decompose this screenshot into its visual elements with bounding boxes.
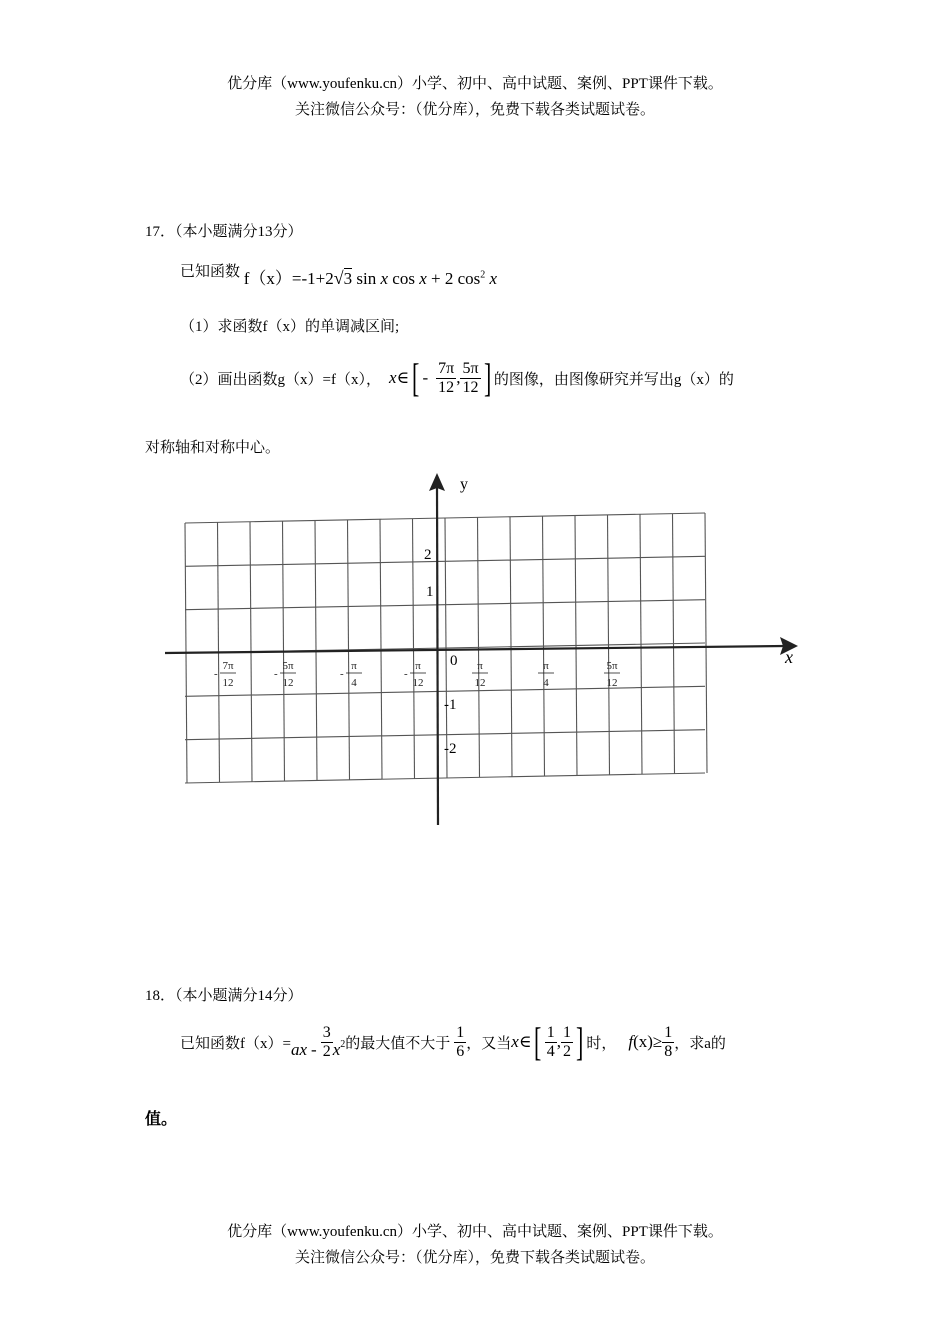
- q18-lb: [: [534, 1019, 542, 1064]
- q17-part2: [180, 355, 734, 400]
- q18-frac1-den: 2: [322, 1042, 331, 1060]
- x-axis-label: x: [785, 647, 793, 667]
- q18-ax: ax: [290, 1040, 308, 1059]
- sqrt-icon: √: [333, 268, 344, 288]
- x-tick-label: [274, 660, 296, 689]
- q17-frac2-den: 12: [462, 378, 479, 396]
- q17-intro: 已知函数: [180, 264, 241, 280]
- x-tick-label: [538, 660, 554, 689]
- grid-hline: [185, 730, 705, 740]
- q17-frac1-num: 7π: [438, 359, 455, 377]
- q18-frac4-den: 2: [562, 1042, 571, 1060]
- q17-part2-x: x: [388, 368, 397, 387]
- q17-part2-c: 对称轴和对称中心。: [145, 440, 281, 456]
- q17-x3: x: [489, 269, 498, 288]
- x-tick-num: π: [543, 660, 549, 672]
- q17-part2-minus: -: [422, 368, 429, 387]
- q18-xin-x: x: [511, 1032, 519, 1051]
- y-tick-neg2: -2: [444, 741, 457, 757]
- q17-sqrt-num: 3: [343, 269, 353, 288]
- q17-part2-in: ∈: [396, 368, 410, 387]
- q18-geq: ≥: [652, 1032, 663, 1051]
- q18-frac5-den: 8: [664, 1042, 673, 1060]
- x-tick-den: 12: [222, 677, 234, 689]
- x-tick-sign: -: [404, 668, 408, 680]
- x-tick-num: 5π: [606, 660, 618, 672]
- y-tick-1: 1: [426, 584, 434, 600]
- x-tick-num: π: [415, 660, 421, 672]
- x-tick-den: 4: [351, 677, 357, 689]
- y-axis-label: y: [460, 476, 468, 493]
- x-tick-label: [214, 660, 236, 689]
- x-tick-den: 12: [282, 677, 294, 689]
- y-axis: [437, 487, 438, 825]
- q17-frac1-den: 12: [438, 378, 455, 396]
- q17-plus2: + 2: [431, 269, 454, 288]
- q18-frac3-num: 1: [546, 1023, 555, 1041]
- footer-line-1: 优分库（www.youfenku.cn）小学、初中、高中试题、案例、PPT课件下载。: [227, 1224, 723, 1240]
- header-line-2: 关注微信公众号：（优分库），免费下载各类试题试卷。: [294, 102, 655, 118]
- q18-frac4: [561, 1024, 573, 1061]
- q18-e: ，求a的: [674, 1035, 726, 1052]
- x-tick-sign: -: [274, 668, 278, 680]
- q17-frac1: [436, 360, 456, 397]
- x-tick-label: [472, 660, 488, 689]
- y-tick-neg1: -1: [444, 697, 457, 713]
- grid-hline: [185, 600, 705, 610]
- q18-frac3: [545, 1024, 557, 1061]
- x-tick-num: π: [351, 660, 357, 672]
- q17-part2-rb: ]: [483, 355, 491, 400]
- coordinate-grid: [140, 465, 820, 840]
- q18-frac3-den: 4: [546, 1042, 555, 1060]
- origin-label: 0: [450, 653, 458, 669]
- q18-frac5-num: 1: [664, 1023, 673, 1041]
- x-tick-labels: [214, 660, 620, 689]
- q17-x1: x: [380, 269, 389, 288]
- q18-frac4-num: 1: [562, 1023, 571, 1041]
- q18-title: 18．（本小题满分14分）: [145, 988, 303, 1004]
- q18-frac5: [662, 1024, 674, 1061]
- q17-cos2: cos: [457, 269, 481, 288]
- x-tick-den: 12: [412, 677, 424, 689]
- q17-function: [180, 256, 498, 288]
- q18-c: ，又当: [466, 1035, 512, 1052]
- x-tick-den: 12: [606, 677, 618, 689]
- q18-frac2-den: 6: [456, 1042, 465, 1060]
- q17-formula: [244, 269, 497, 288]
- q17-x2: x: [419, 269, 427, 288]
- x-tick-num: 5π: [282, 660, 294, 672]
- header-line-1: 优分库（www.youfenku.cn）小学、初中、高中试题、案例、PPT课件下载。: [227, 76, 723, 92]
- q17-part2-comma: ,: [456, 368, 461, 387]
- grid-hline: [185, 686, 705, 696]
- q18-fx-arg: (x): [633, 1032, 653, 1051]
- q18-b: 的最大值不大于: [345, 1035, 451, 1052]
- q17-part2-lb: [: [412, 355, 420, 400]
- grid-vline: [705, 513, 707, 773]
- q18-frac2: [454, 1024, 466, 1061]
- q17-part2-b: 的图像，由图像研究并写出g（x）的: [493, 371, 734, 388]
- x-tick-den: 4: [543, 677, 549, 689]
- q18-body: [180, 1019, 726, 1064]
- x-tick-label: [604, 660, 620, 689]
- q18-a: 已知函数f（x）=: [180, 1035, 291, 1052]
- q17-part2-a: （2）画出函数g（x）=f（x），: [180, 371, 381, 388]
- x-tick-num: 7π: [222, 660, 234, 672]
- q18-frac1-num: 3: [322, 1023, 331, 1041]
- q18-end: 值。: [145, 1111, 178, 1128]
- x-tick-label: [340, 660, 362, 689]
- x-tick-label: [404, 660, 426, 689]
- q18-d: 时，: [586, 1035, 617, 1052]
- y-tick-2: 2: [424, 547, 432, 563]
- q17-part1: （1）求函数f（x）的单调减区间;: [180, 319, 400, 335]
- x-tick-num: π: [477, 660, 483, 672]
- q18-comma: ,: [556, 1032, 561, 1051]
- q18-x: x: [332, 1040, 341, 1059]
- q18-frac1: [321, 1024, 333, 1061]
- q17-sq: 2: [480, 269, 486, 281]
- grid-hline: [185, 773, 705, 783]
- q17-title: 17．（本小题满分13分）: [145, 224, 303, 240]
- q18-fx: f: [628, 1032, 634, 1051]
- q18-frac2-num: 1: [456, 1023, 465, 1041]
- footer-line-2: 关注微信公众号：（优分库），免费下载各类试题试卷。: [294, 1250, 655, 1266]
- q17-frac2-num: 5π: [462, 359, 479, 377]
- q18-xin-in: ∈: [518, 1032, 532, 1051]
- q18-minus: -: [311, 1040, 317, 1059]
- q17-fx: f（x）=-1+2: [243, 269, 334, 288]
- x-tick-sign: -: [214, 668, 218, 680]
- x-tick-den: 12: [474, 677, 486, 689]
- q18-rb: ]: [575, 1019, 584, 1064]
- q17-frac2: [460, 360, 480, 397]
- q17-sin: sin: [356, 269, 377, 288]
- x-tick-sign: -: [340, 668, 344, 680]
- q18-sq: 2: [340, 1038, 346, 1050]
- q17-cos: cos: [392, 269, 415, 288]
